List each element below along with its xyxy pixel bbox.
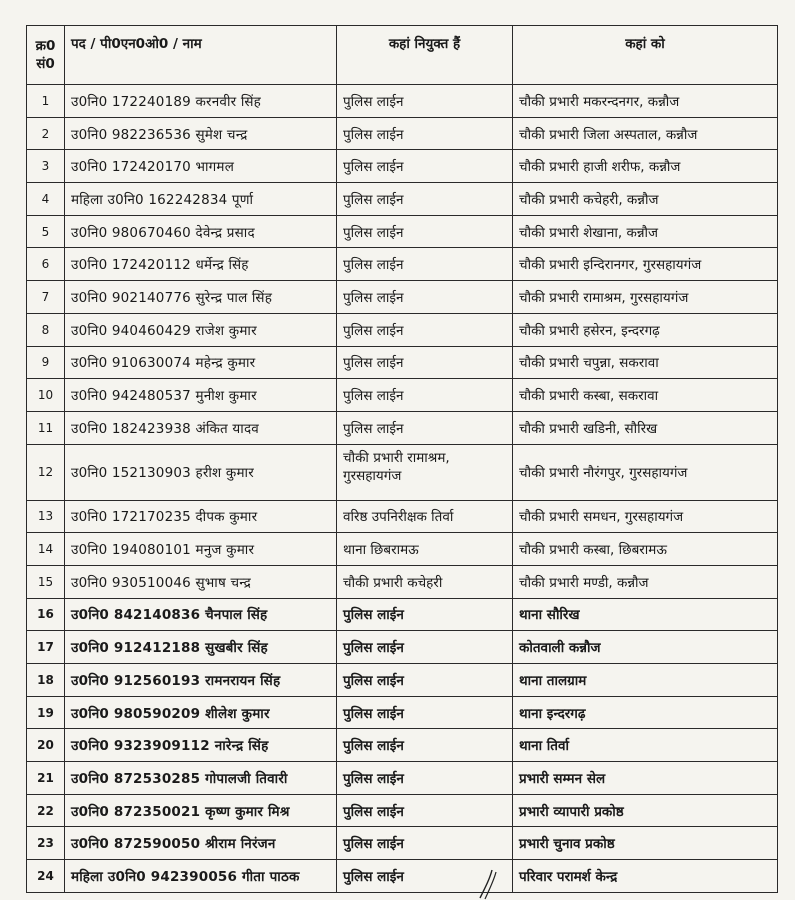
cell-designation-pno-name: महिला उ0नि0 942390056 गीता पाठक (65, 860, 337, 893)
cell-posted-to: चौकी प्रभारी कस्बा, सकरावा (513, 379, 778, 412)
table-body (27, 85, 778, 893)
cell-posted-to: थाना तिर्वा (513, 729, 778, 762)
cell-posted-to: थाना तालग्राम (513, 664, 778, 697)
table-row (27, 85, 778, 118)
cell-serial-number: 17 (27, 631, 65, 664)
cell-posted-at: पुलिस लाईन (337, 346, 513, 379)
cell-posted-at: पुलिस लाईन (337, 379, 513, 412)
table-row (27, 313, 778, 346)
cell-designation-pno-name: उ0नि0 872350021 कृष्ण कुमार मिश्र (65, 794, 337, 827)
cell-serial-number: 5 (27, 215, 65, 248)
cell-posted-to: चौकी प्रभारी हसेरन, इन्दरगढ़ (513, 313, 778, 346)
cell-posted-to: प्रभारी चुनाव प्रकोष्ठ (513, 827, 778, 860)
cell-posted-to: चौकी प्रभारी शेखाना, कन्नौज (513, 215, 778, 248)
table-row (27, 411, 778, 444)
cell-posted-at: पुलिस लाईन (337, 183, 513, 216)
cell-designation-pno-name: उ0नि0 182423938 अंकित यादव (65, 411, 337, 444)
cell-posted-to: परिवार परामर्श केन्द्र (513, 860, 778, 893)
cell-posted-to: थाना इन्दरगढ़ (513, 696, 778, 729)
cell-serial-number: 2 (27, 117, 65, 150)
cell-serial-number: 22 (27, 794, 65, 827)
cell-serial-number: 13 (27, 500, 65, 533)
header-row (27, 26, 778, 85)
table-header (27, 26, 778, 85)
cell-posted-at: पुलिस लाईन (337, 631, 513, 664)
cell-serial-number: 15 (27, 565, 65, 598)
cell-posted-to: चौकी प्रभारी समधन, गुरसहायगंज (513, 500, 778, 533)
table-row (27, 281, 778, 314)
cell-posted-to: चौकी प्रभारी कस्बा, छिबरामऊ (513, 533, 778, 566)
cell-posted-to: चौकी प्रभारी कचेहरी, कन्नौज (513, 183, 778, 216)
cell-posted-at: पुलिस लाईन (337, 85, 513, 118)
table-row (27, 827, 778, 860)
table-row (27, 664, 778, 697)
cell-posted-at: पुलिस लाईन (337, 827, 513, 860)
cell-serial-number: 16 (27, 598, 65, 631)
cell-designation-pno-name: उ0नि0 980590209 शीलेश कुमार (65, 696, 337, 729)
cell-designation-pno-name: उ0नि0 940460429 राजेश कुमार (65, 313, 337, 346)
cell-posted-at: पुलिस लाईन (337, 215, 513, 248)
table-row (27, 379, 778, 412)
cell-designation-pno-name: उ0नि0 872530285 गोपालजी तिवारी (65, 762, 337, 795)
cell-designation-pno-name: उ0नि0 872590050 श्रीराम निरंजन (65, 827, 337, 860)
cell-designation-pno-name: उ0नि0 942480537 मुनीश कुमार (65, 379, 337, 412)
cell-posted-at: पुलिस लाईन (337, 598, 513, 631)
header-posted-at: कहां नियुक्त हैं (337, 26, 513, 85)
table-row (27, 762, 778, 795)
cell-posted-to: चौकी प्रभारी जिला अस्पताल, कन्नौज (513, 117, 778, 150)
cell-serial-number: 21 (27, 762, 65, 795)
table-row (27, 696, 778, 729)
table-row (27, 860, 778, 893)
cell-posted-to: चौकी प्रभारी मकरन्दनगर, कन्नौज (513, 85, 778, 118)
cell-serial-number: 12 (27, 444, 65, 500)
cell-serial-number: 4 (27, 183, 65, 216)
table-row (27, 183, 778, 216)
cell-posted-to: प्रभारी सम्मन सेल (513, 762, 778, 795)
cell-designation-pno-name: उ0नि0 172420170 भागमल (65, 150, 337, 183)
cell-posted-to: थाना सौरिख (513, 598, 778, 631)
header-serial-number (27, 26, 65, 85)
cell-posted-at: पुलिस लाईन (337, 411, 513, 444)
cell-serial-number: 20 (27, 729, 65, 762)
cell-posted-at: वरिष्ठ उपनिरीक्षक तिर्वा (337, 500, 513, 533)
cell-designation-pno-name: उ0नि0 9323909112 नारेन्द्र सिंह (65, 729, 337, 762)
cell-posted-at: पुलिस लाईन (337, 762, 513, 795)
cell-designation-pno-name: उ0नि0 172170235 दीपक कुमार (65, 500, 337, 533)
cell-designation-pno-name: उ0नि0 912560193 रामनरायन सिंह (65, 664, 337, 697)
cell-serial-number: 23 (27, 827, 65, 860)
cell-posted-to: चौकी प्रभारी नौरंगपुर, गुरसहायगंज (513, 444, 778, 500)
cell-designation-pno-name: उ0नि0 902140776 सुरेन्द्र पाल सिंह (65, 281, 337, 314)
header-serial-line2: सं0 (36, 56, 55, 72)
table-row (27, 729, 778, 762)
table-row (27, 117, 778, 150)
cell-posted-to: चौकी प्रभारी इन्दिरानगर, गुरसहायगंज (513, 248, 778, 281)
table-row (27, 533, 778, 566)
cell-posted-at: पुलिस लाईन (337, 150, 513, 183)
cell-designation-pno-name: उ0नि0 980670460 देवेन्द्र प्रसाद (65, 215, 337, 248)
header-serial-line1: क्र0 (35, 38, 56, 54)
cell-posted-at: पुलिस लाईन (337, 248, 513, 281)
cell-posted-to: चौकी प्रभारी खडिनी, सौरिख (513, 411, 778, 444)
table-row (27, 346, 778, 379)
table-row (27, 598, 778, 631)
cell-designation-pno-name: उ0नि0 930510046 सुभाष चन्द्र (65, 565, 337, 598)
cell-posted-at: पुलिस लाईन (337, 313, 513, 346)
cell-serial-number: 6 (27, 248, 65, 281)
cell-posted-to: चौकी प्रभारी चपुन्ना, सकरावा (513, 346, 778, 379)
cell-posted-to: चौकी प्रभारी रामाश्रम, गुरसहायगंज (513, 281, 778, 314)
cell-designation-pno-name: उ0नि0 172420112 धर्मेन्द्र सिंह (65, 248, 337, 281)
cell-designation-pno-name: उ0नि0 982236536 सुमेश चन्द्र (65, 117, 337, 150)
header-posted-to: कहां को (513, 26, 778, 85)
cell-serial-number: 1 (27, 85, 65, 118)
cell-designation-pno-name: उ0नि0 912412188 सुखबीर सिंह (65, 631, 337, 664)
cell-serial-number: 9 (27, 346, 65, 379)
table-row (27, 150, 778, 183)
cell-posted-at: पुलिस लाईन (337, 729, 513, 762)
cell-serial-number: 19 (27, 696, 65, 729)
table-row (27, 565, 778, 598)
transfer-table (26, 25, 778, 893)
cell-posted-at: थाना छिबरामऊ (337, 533, 513, 566)
cell-designation-pno-name: उ0नि0 842140836 चैनपाल सिंह (65, 598, 337, 631)
cell-serial-number: 11 (27, 411, 65, 444)
header-name: पद / पी0एन0ओ0 / नाम (65, 26, 337, 85)
cell-posted-at: पुलिस लाईन (337, 794, 513, 827)
table-row (27, 248, 778, 281)
cell-posted-to: प्रभारी व्यापारी प्रकोष्ठ (513, 794, 778, 827)
cell-designation-pno-name: उ0नि0 172240189 करनवीर सिंह (65, 85, 337, 118)
table-row (27, 794, 778, 827)
cell-posted-at: चौकी प्रभारी कचेहरी (337, 565, 513, 598)
cell-posted-at: पुलिस लाईन (337, 664, 513, 697)
table-row (27, 631, 778, 664)
cell-serial-number: 10 (27, 379, 65, 412)
cell-posted-to: चौकी प्रभारी मण्डी, कन्नौज (513, 565, 778, 598)
cell-designation-pno-name: उ0नि0 910630074 महेन्द्र कुमार (65, 346, 337, 379)
cell-designation-pno-name: उ0नि0 152130903 हरीश कुमार (65, 444, 337, 500)
cell-designation-pno-name: उ0नि0 194080101 मनुज कुमार (65, 533, 337, 566)
table-row (27, 215, 778, 248)
cell-serial-number: 8 (27, 313, 65, 346)
cell-posted-to: चौकी प्रभारी हाजी शरीफ, कन्नौज (513, 150, 778, 183)
cell-posted-at: पुलिस लाईन (337, 117, 513, 150)
cell-posted-at: चौकी प्रभारी रामाश्रम, गुरसहायगंज (337, 444, 513, 500)
cell-serial-number: 14 (27, 533, 65, 566)
cell-serial-number: 7 (27, 281, 65, 314)
table-row (27, 444, 778, 500)
cell-serial-number: 18 (27, 664, 65, 697)
table-row (27, 500, 778, 533)
cell-posted-at: पुलिस लाईन (337, 696, 513, 729)
cell-serial-number: 24 (27, 860, 65, 893)
cell-posted-to: कोतवाली कन्नौज (513, 631, 778, 664)
pen-stroke-mark (470, 868, 510, 900)
cell-posted-at: पुलिस लाईन (337, 860, 513, 893)
cell-posted-at: पुलिस लाईन (337, 281, 513, 314)
cell-serial-number: 3 (27, 150, 65, 183)
cell-designation-pno-name: महिला उ0नि0 162242834 पूर्णा (65, 183, 337, 216)
